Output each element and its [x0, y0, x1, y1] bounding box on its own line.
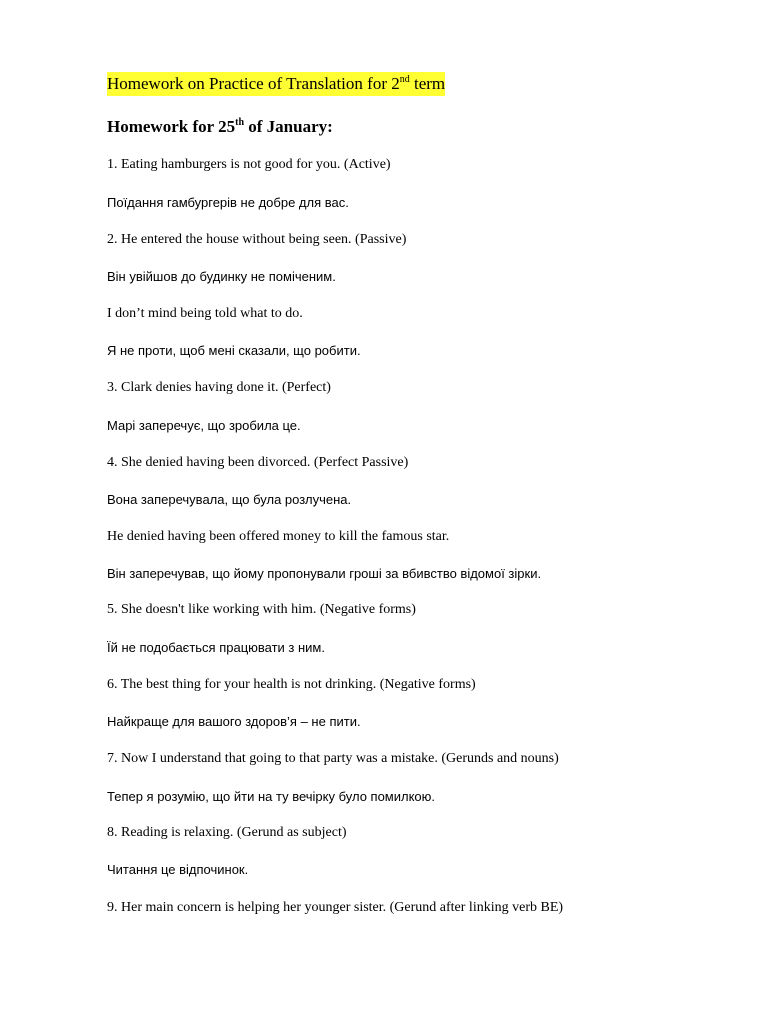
translation-sentence: Він заперечував, що йому пропонували гроші за вбивство відомої зірки.: [107, 566, 542, 581]
exercise-sentence: 6. The best thing for your health is not drinking. (Negative forms): [107, 677, 476, 692]
exercise-sentence: 3. Clark denies having done it. (Perfect): [107, 380, 331, 395]
section-heading: [107, 115, 333, 139]
translation-sentence: Він увійшов до будинку не поміченим.: [107, 269, 336, 284]
title-text: Homework on Practice of Translation for 2: [107, 74, 400, 93]
exercise-sentence: 4. She denied having been divorced. (Perfect Passive): [107, 455, 409, 470]
exercise-sentence: 2. He entered the house without being seen. (Passive): [107, 232, 407, 247]
translation-sentence: Вона заперечувала, що була розлучена.: [107, 492, 352, 507]
translation-sentence: Читання це відпочинок.: [107, 862, 249, 877]
translation-sentence: Тепер я розумію, що йти на ту вечірку було помилкою.: [107, 789, 436, 804]
translation-sentence: Я не проти, щоб мені сказали, що робити.: [107, 343, 361, 358]
exercise-sentence: He denied having been offered money to kill the famous star.: [107, 529, 450, 544]
title-superscript: nd: [399, 74, 410, 85]
heading-text: Homework for 25: [107, 117, 236, 136]
exercise-sentence: 9. Her main concern is helping her younger sister. (Gerund after linking verb BE): [107, 900, 564, 915]
exercise-sentence: 8. Reading is relaxing. (Gerund as subject): [107, 825, 347, 840]
heading-superscript: th: [235, 117, 245, 128]
document-title: [107, 72, 445, 96]
translation-sentence: Марі заперечує, що зробила це.: [107, 418, 301, 433]
title-suffix: term: [409, 74, 446, 93]
translation-sentence: Поїдання гамбургерів не добре для вас.: [107, 195, 349, 210]
heading-suffix: of January:: [244, 117, 333, 136]
exercise-sentence: 7. Now I understand that going to that party was a mistake. (Gerunds and nouns): [107, 751, 559, 766]
translation-sentence: Найкраще для вашого здоров’я – не пити.: [107, 714, 361, 729]
exercise-sentence: 1. Eating hamburgers is not good for you. (Active): [107, 157, 391, 172]
translation-sentence: Їй не подобається працювати з ним.: [107, 640, 325, 655]
exercise-sentence: I don’t mind being told what to do.: [107, 306, 303, 321]
exercise-sentence: 5. She doesn't like working with him. (Negative forms): [107, 602, 416, 617]
